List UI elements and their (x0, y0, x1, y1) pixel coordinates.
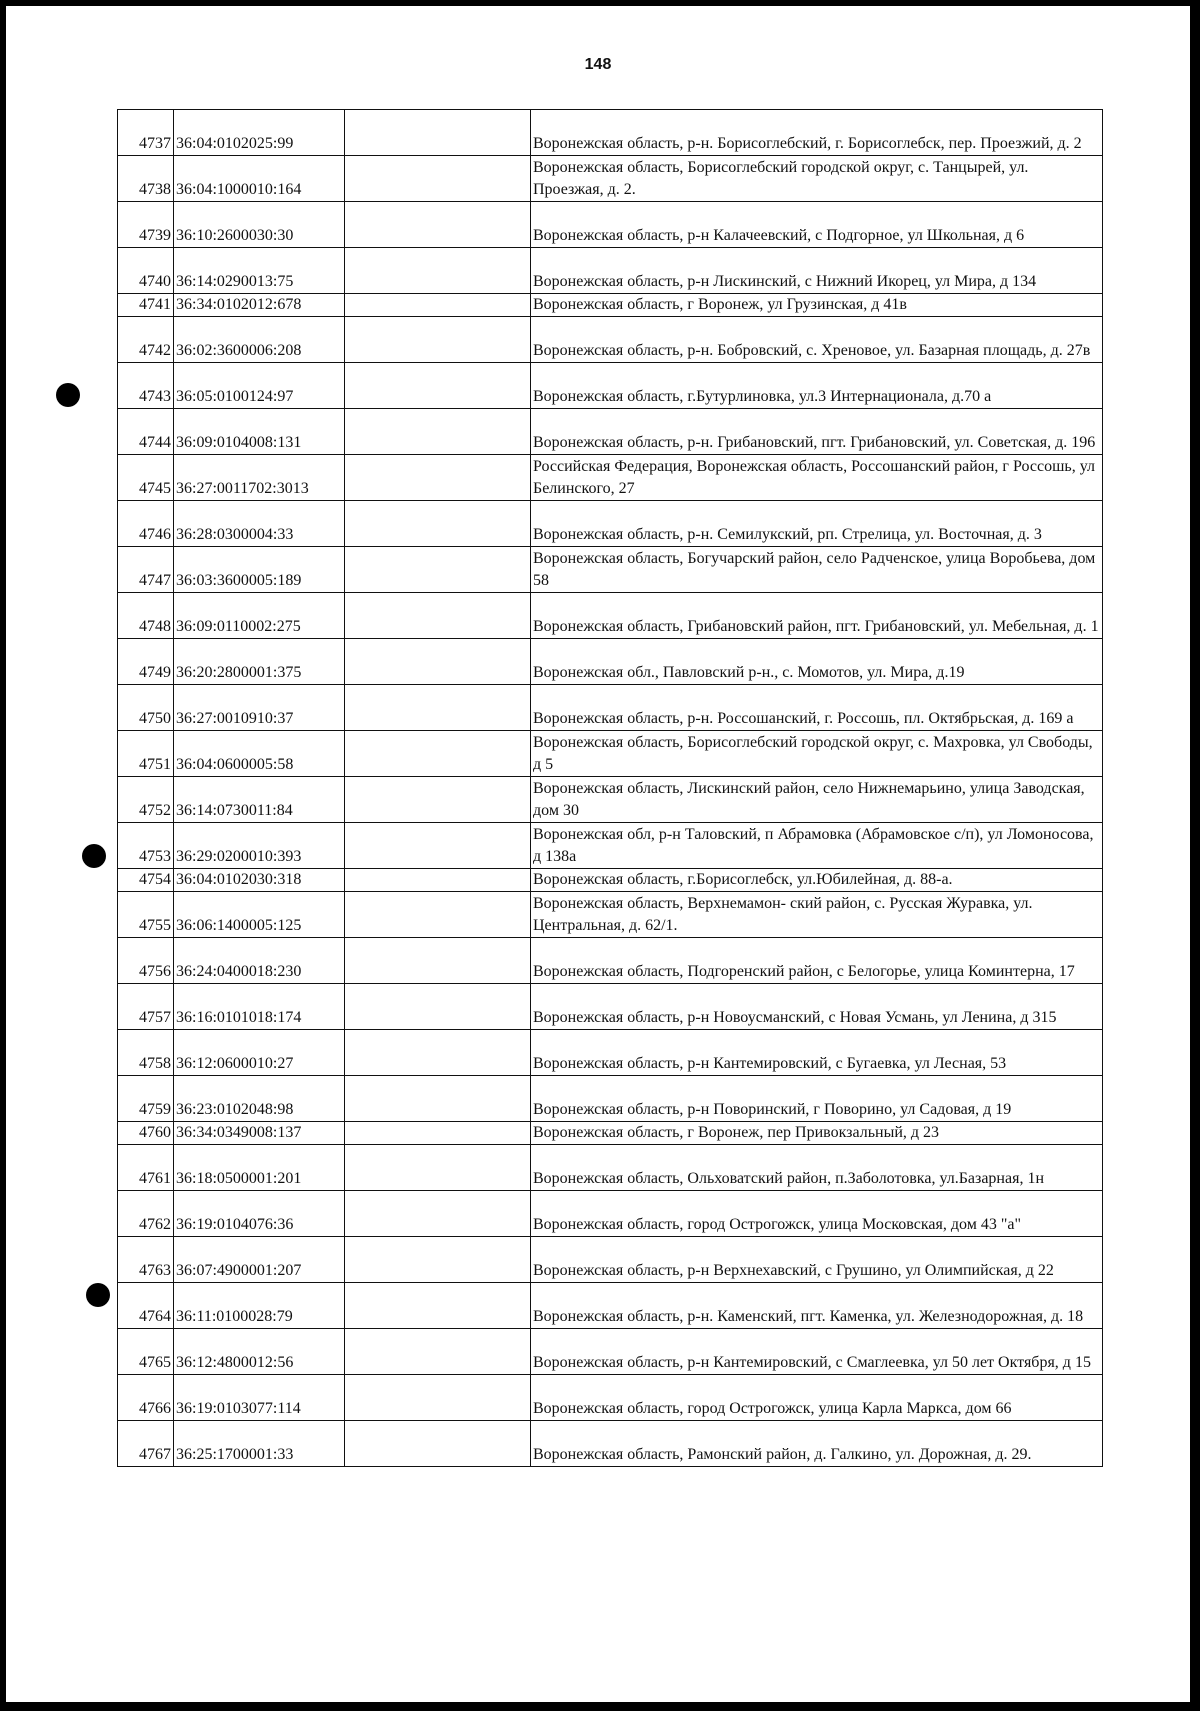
blank-cell (345, 1283, 531, 1329)
address-cell: Воронежская область, Борисоглебский городской округ, с. Танцырей, ул. Проезжая, д. 2. (531, 156, 1103, 202)
row-number: 4746 (118, 501, 174, 547)
blank-cell (345, 294, 531, 317)
punch-hole-mark (56, 383, 80, 407)
table-row (118, 938, 1103, 984)
punch-hole-mark (86, 1283, 110, 1307)
blank-cell (345, 685, 531, 731)
address-cell: Воронежская область, Подгоренский район, с Белогорье, улица Коминтерна, 17 (531, 938, 1103, 984)
address-cell: Воронежская область, р-н Поворинский, г Поворино, ул Садовая, д 19 (531, 1076, 1103, 1122)
table-row (118, 639, 1103, 685)
row-number: 4759 (118, 1076, 174, 1122)
cadastral-number: 36:09:0110002:275 (174, 593, 345, 639)
blank-cell (345, 1191, 531, 1237)
punch-hole-mark (82, 844, 106, 868)
page-number: 148 (584, 56, 612, 73)
address-cell: Воронежская область, город Острогожск, улица Карла Маркса, дом 66 (531, 1375, 1103, 1421)
address-cell: Воронежская область, Грибановский район, пгт. Грибановский, ул. Мебельная, д. 1 (531, 593, 1103, 639)
blank-cell (345, 455, 531, 501)
table-row (118, 1329, 1103, 1375)
table-row (118, 685, 1103, 731)
row-number: 4738 (118, 156, 174, 202)
cadastral-number: 36:04:0102030:318 (174, 869, 345, 892)
row-number: 4763 (118, 1237, 174, 1283)
table-row (118, 777, 1103, 823)
table-row (118, 1375, 1103, 1421)
row-number: 4740 (118, 248, 174, 294)
address-cell: Воронежская область, Верхнемамон- ский район, с. Русская Журавка, ул. Центральная, д. 62/1. (531, 892, 1103, 938)
address-cell: Воронежская область, р-н. Семилукский, рп. Стрелица, ул. Восточная, д. 3 (531, 501, 1103, 547)
blank-cell (345, 1421, 531, 1467)
table-row (118, 248, 1103, 294)
row-number: 4739 (118, 202, 174, 248)
cadastral-number: 36:25:1700001:33 (174, 1421, 345, 1467)
blank-cell (345, 156, 531, 202)
address-cell: Воронежская область, Лискинский район, село Нижнемарьино, улица Заводская, дом 30 (531, 777, 1103, 823)
blank-cell (345, 1329, 531, 1375)
table-row (118, 202, 1103, 248)
row-number: 4761 (118, 1145, 174, 1191)
table-row (118, 823, 1103, 869)
blank-cell (345, 317, 531, 363)
table-row (118, 547, 1103, 593)
row-number: 4753 (118, 823, 174, 869)
table-row (118, 294, 1103, 317)
address-cell: Воронежская область, р-н. Каменский, пгт. Каменка, ул. Железнодорожная, д. 18 (531, 1283, 1103, 1329)
address-cell: Воронежская область, Борисоглебский городской округ, с. Махровка, ул Свободы, д 5 (531, 731, 1103, 777)
cadastral-number: 36:24:0400018:230 (174, 938, 345, 984)
blank-cell (345, 823, 531, 869)
blank-cell (345, 1375, 531, 1421)
cadastral-number: 36:12:0600010:27 (174, 1030, 345, 1076)
row-number: 4765 (118, 1329, 174, 1375)
blank-cell (345, 202, 531, 248)
table-row (118, 984, 1103, 1030)
address-cell: Воронежская область, р-н Кантемировский, с Смаглеевка, ул 50 лет Октября, д 15 (531, 1329, 1103, 1375)
row-number: 4757 (118, 984, 174, 1030)
row-number: 4741 (118, 294, 174, 317)
address-cell: Воронежская область, г.Бутурлиновка, ул.3 Интернационала, д.70 а (531, 363, 1103, 409)
blank-cell (345, 869, 531, 892)
blank-cell (345, 593, 531, 639)
cadastral-number: 36:04:1000010:164 (174, 156, 345, 202)
row-number: 4767 (118, 1421, 174, 1467)
blank-cell (345, 1030, 531, 1076)
table-row (118, 1191, 1103, 1237)
row-number: 4742 (118, 317, 174, 363)
cadastral-number: 36:07:4900001:207 (174, 1237, 345, 1283)
cadastral-number: 36:09:0104008:131 (174, 409, 345, 455)
blank-cell (345, 892, 531, 938)
table-row (118, 1076, 1103, 1122)
blank-cell (345, 984, 531, 1030)
blank-cell (345, 409, 531, 455)
table-row (118, 892, 1103, 938)
blank-cell (345, 501, 531, 547)
table-row (118, 1283, 1103, 1329)
row-number: 4737 (118, 110, 174, 156)
row-number: 4758 (118, 1030, 174, 1076)
row-number: 4745 (118, 455, 174, 501)
row-number: 4764 (118, 1283, 174, 1329)
blank-cell (345, 639, 531, 685)
cadastral-number: 36:04:0600005:58 (174, 731, 345, 777)
cadastral-number: 36:27:0011702:3013 (174, 455, 345, 501)
row-number: 4766 (118, 1375, 174, 1421)
address-cell: Воронежская обл., Павловский р-н., с. Момотов, ул. Мира, д.19 (531, 639, 1103, 685)
cadastral-number: 36:06:1400005:125 (174, 892, 345, 938)
cadastral-number: 36:11:0100028:79 (174, 1283, 345, 1329)
cadastral-number: 36:04:0102025:99 (174, 110, 345, 156)
cadastral-number: 36:18:0500001:201 (174, 1145, 345, 1191)
table-row (118, 110, 1103, 156)
blank-cell (345, 777, 531, 823)
blank-cell (345, 1122, 531, 1145)
row-number: 4747 (118, 547, 174, 593)
property-registry-table (117, 109, 1103, 1467)
address-cell: Воронежская область, г.Борисоглебск, ул.Юбилейная, д. 88-а. (531, 869, 1103, 892)
row-number: 4754 (118, 869, 174, 892)
cadastral-number: 36:20:2800001:375 (174, 639, 345, 685)
address-cell: Воронежская область, р-н. Россошанский, г. Россошь, пл. Октябрьская, д. 169 а (531, 685, 1103, 731)
cadastral-number: 36:19:0104076:36 (174, 1191, 345, 1237)
cadastral-number: 36:03:3600005:189 (174, 547, 345, 593)
row-number: 4743 (118, 363, 174, 409)
table-row (118, 1030, 1103, 1076)
address-cell: Российская Федерация, Воронежская область, Россошанский район, г Россошь, ул Белинского, 27 (531, 455, 1103, 501)
cadastral-number: 36:12:4800012:56 (174, 1329, 345, 1375)
table-row (118, 593, 1103, 639)
table-row (118, 869, 1103, 892)
address-cell: Воронежская область, р-н. Бобровский, с. Хреновое, ул. Базарная площадь, д. 27в (531, 317, 1103, 363)
address-cell: Воронежская область, р-н Калачеевский, с Подгорное, ул Школьная, д 6 (531, 202, 1103, 248)
cadastral-number: 36:10:2600030:30 (174, 202, 345, 248)
table-row (118, 363, 1103, 409)
table-row (118, 156, 1103, 202)
row-number: 4752 (118, 777, 174, 823)
address-cell: Воронежская область, р-н. Грибановский, пгт. Грибановский, ул. Советская, д. 196 (531, 409, 1103, 455)
address-cell: Воронежская область, Рамонский район, д. Галкино, ул. Дорожная, д. 29. (531, 1421, 1103, 1467)
address-cell: Воронежская область, р-н Новоусманский, с Новая Усмань, ул Ленина, д 315 (531, 984, 1103, 1030)
blank-cell (345, 363, 531, 409)
row-number: 4756 (118, 938, 174, 984)
registry-rows (118, 110, 1103, 1467)
cadastral-number: 36:16:0101018:174 (174, 984, 345, 1030)
row-number: 4750 (118, 685, 174, 731)
document-page (6, 6, 1190, 1702)
cadastral-number: 36:34:0349008:137 (174, 1122, 345, 1145)
table-row (118, 409, 1103, 455)
blank-cell (345, 938, 531, 984)
table-row (118, 1122, 1103, 1145)
row-number: 4748 (118, 593, 174, 639)
table-row (118, 1145, 1103, 1191)
address-cell: Воронежская область, Ольховатский район, п.Заболотовка, ул.Базарная, 1н (531, 1145, 1103, 1191)
cadastral-number: 36:14:0730011:84 (174, 777, 345, 823)
cadastral-number: 36:23:0102048:98 (174, 1076, 345, 1122)
table-row (118, 455, 1103, 501)
address-cell: Воронежская область, р-н Верхнехавский, с Грушино, ул Олимпийская, д 22 (531, 1237, 1103, 1283)
row-number: 4762 (118, 1191, 174, 1237)
blank-cell (345, 248, 531, 294)
cadastral-number: 36:34:0102012:678 (174, 294, 345, 317)
blank-cell (345, 1145, 531, 1191)
address-cell: Воронежская область, г Воронеж, ул Грузинская, д 41в (531, 294, 1103, 317)
row-number: 4749 (118, 639, 174, 685)
address-cell: Воронежская область, г Воронеж, пер Привокзальный, д 23 (531, 1122, 1103, 1145)
blank-cell (345, 1237, 531, 1283)
blank-cell (345, 110, 531, 156)
address-cell: Воронежская область, р-н Кантемировский, с Бугаевка, ул Лесная, 53 (531, 1030, 1103, 1076)
cadastral-number: 36:14:0290013:75 (174, 248, 345, 294)
cadastral-number: 36:05:0100124:97 (174, 363, 345, 409)
cadastral-number: 36:28:0300004:33 (174, 501, 345, 547)
cadastral-number: 36:02:3600006:208 (174, 317, 345, 363)
blank-cell (345, 547, 531, 593)
table-row (118, 501, 1103, 547)
table-row (118, 1237, 1103, 1283)
table-row (118, 731, 1103, 777)
address-cell: Воронежская область, Богучарский район, село Радченское, улица Воробьева, дом 58 (531, 547, 1103, 593)
cadastral-number: 36:27:0010910:37 (174, 685, 345, 731)
table-row (118, 1421, 1103, 1467)
row-number: 4760 (118, 1122, 174, 1145)
cadastral-number: 36:29:0200010:393 (174, 823, 345, 869)
row-number: 4751 (118, 731, 174, 777)
table-row (118, 317, 1103, 363)
blank-cell (345, 1076, 531, 1122)
address-cell: Воронежская область, р-н Лискинский, с Нижний Икорец, ул Мира, д 134 (531, 248, 1103, 294)
cadastral-number: 36:19:0103077:114 (174, 1375, 345, 1421)
row-number: 4744 (118, 409, 174, 455)
address-cell: Воронежская область, р-н. Борисоглебский, г. Борисоглебск, пер. Проезжий, д. 2 (531, 110, 1103, 156)
row-number: 4755 (118, 892, 174, 938)
address-cell: Воронежская обл, р-н Таловский, п Абрамовка (Абрамовское с/п), ул Ломоносова, д 138а (531, 823, 1103, 869)
address-cell: Воронежская область, город Острогожск, улица Московская, дом 43 "а" (531, 1191, 1103, 1237)
blank-cell (345, 731, 531, 777)
